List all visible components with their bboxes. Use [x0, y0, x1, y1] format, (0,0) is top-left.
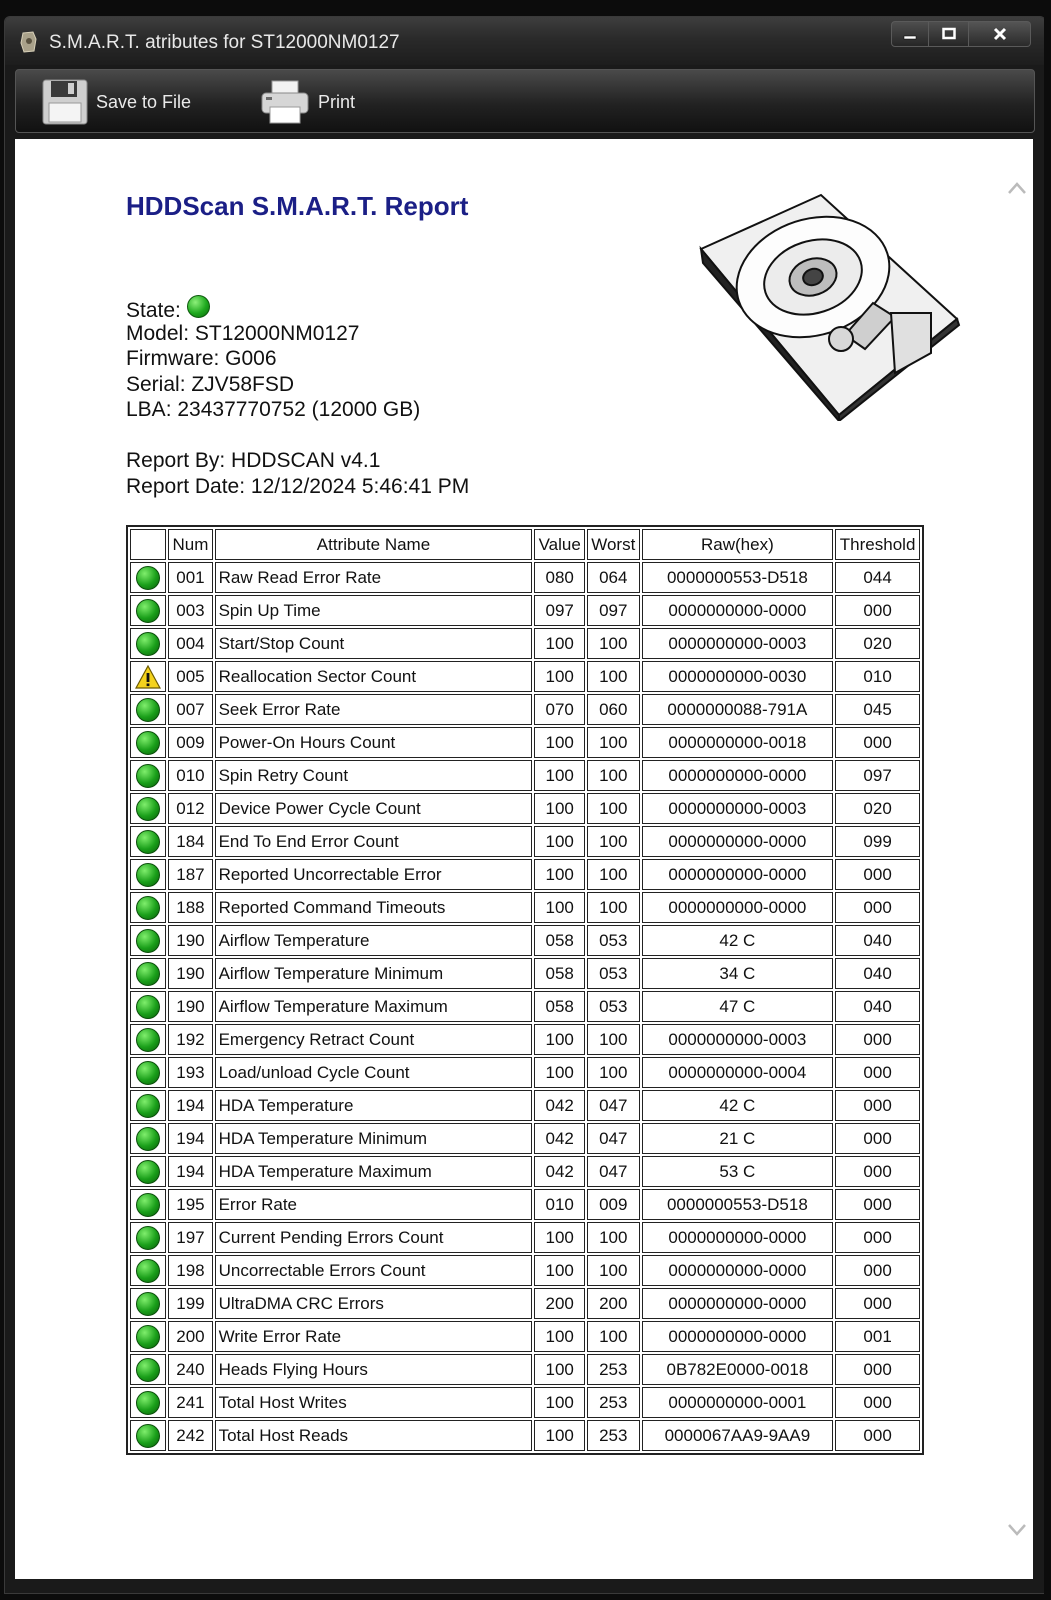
attr-name: Airflow Temperature Minimum: [215, 958, 533, 989]
smart-window: [4, 16, 1046, 1594]
smart-attributes-table: [126, 525, 924, 1455]
attr-name: Current Pending Errors Count: [215, 1222, 533, 1253]
save-to-file-label: Save to File: [96, 91, 192, 112]
attr-num: 007: [168, 694, 212, 725]
attr-status-cell: [130, 793, 166, 824]
attr-worst: 253: [587, 1387, 640, 1418]
attr-worst: 253: [587, 1420, 640, 1451]
attr-value: 080: [534, 562, 585, 593]
header-worst: Worst: [587, 529, 640, 560]
attr-value: 100: [534, 1354, 585, 1385]
attr-worst: 100: [587, 793, 640, 824]
attr-num: 194: [168, 1156, 212, 1187]
table-row: [130, 925, 920, 956]
table-row: [130, 1057, 920, 1088]
attr-num: 004: [168, 628, 212, 659]
attr-name: UltraDMA CRC Errors: [215, 1288, 533, 1319]
green-status-dot-icon: [136, 830, 160, 854]
attr-num: 188: [168, 892, 212, 923]
table-row: [130, 661, 920, 692]
attr-threshold: 000: [835, 859, 920, 890]
green-status-dot-icon: [136, 929, 160, 953]
green-status-dot-icon: [136, 698, 160, 722]
attr-status-cell: [130, 1354, 166, 1385]
attr-worst: 100: [587, 661, 640, 692]
green-status-dot-icon: [136, 1292, 160, 1316]
attr-name: HDA Temperature Minimum: [215, 1123, 533, 1154]
attr-num: 241: [168, 1387, 212, 1418]
model-text: Model: ST12000NM0127: [126, 321, 360, 345]
warning-triangle-icon: [135, 665, 161, 689]
attr-name: Total Host Writes: [215, 1387, 533, 1418]
attr-worst: 100: [587, 628, 640, 659]
attr-threshold: 010: [835, 661, 920, 692]
attr-raw: 0000000000-0003: [642, 628, 834, 659]
green-status-dot-icon: [136, 1127, 160, 1151]
green-status-dot-icon: [136, 995, 160, 1019]
attr-worst: 053: [587, 958, 640, 989]
table-row: [130, 1420, 920, 1451]
firmware-text: Firmware: G006: [126, 347, 277, 371]
attr-status-cell: [130, 991, 166, 1022]
attr-raw: 0B782E0000-0018: [642, 1354, 834, 1385]
state-ok-icon: [187, 295, 210, 318]
attr-raw: 53 C: [642, 1156, 834, 1187]
attr-value: 097: [534, 595, 585, 626]
hard-drive-illustration: [695, 193, 963, 421]
attr-num: 194: [168, 1090, 212, 1121]
print-label: Print: [318, 91, 356, 112]
attr-threshold: 000: [835, 1222, 920, 1253]
attr-worst: 097: [587, 595, 640, 626]
attr-value: 100: [534, 892, 585, 923]
table-row: [130, 1222, 920, 1253]
drive-info: [126, 295, 469, 499]
title-bar[interactable]: [5, 17, 1045, 65]
table-row: [130, 1354, 920, 1385]
header-attribute-name: Attribute Name: [215, 529, 533, 560]
attr-name: Uncorrectable Errors Count: [215, 1255, 533, 1286]
state-label: State:: [126, 299, 181, 322]
attr-num: 200: [168, 1321, 212, 1352]
maximize-icon: [941, 26, 957, 42]
attr-num: 242: [168, 1420, 212, 1451]
attr-status-cell: [130, 1057, 166, 1088]
attr-num: 194: [168, 1123, 212, 1154]
floppy-disk-icon: [42, 79, 88, 125]
table-row: [130, 1090, 920, 1121]
attr-worst: 064: [587, 562, 640, 593]
green-status-dot-icon: [136, 1028, 160, 1052]
attr-num: 195: [168, 1189, 212, 1220]
attr-worst: 100: [587, 1222, 640, 1253]
state-row: [126, 295, 469, 321]
lba-text: LBA: 23437770752 (12000 GB): [126, 398, 421, 422]
green-status-dot-icon: [136, 731, 160, 755]
attr-num: 199: [168, 1288, 212, 1319]
attr-worst: 100: [587, 727, 640, 758]
attr-threshold: 020: [835, 628, 920, 659]
attr-value: 100: [534, 1321, 585, 1352]
table-row: [130, 1123, 920, 1154]
attr-value: 042: [534, 1156, 585, 1187]
attr-name: HDA Temperature Maximum: [215, 1156, 533, 1187]
header-status: [130, 529, 166, 560]
attr-threshold: 000: [835, 1090, 920, 1121]
table-row: [130, 727, 920, 758]
attr-status-cell: [130, 1123, 166, 1154]
attr-threshold: 000: [835, 595, 920, 626]
attr-status-cell: [130, 1189, 166, 1220]
attr-worst: 009: [587, 1189, 640, 1220]
attr-worst: 047: [587, 1156, 640, 1187]
attr-value: 100: [534, 793, 585, 824]
attr-name: Total Host Reads: [215, 1420, 533, 1451]
attr-num: 009: [168, 727, 212, 758]
attr-name: Seek Error Rate: [215, 694, 533, 725]
attr-threshold: 099: [835, 826, 920, 857]
report-content[interactable]: [15, 139, 1033, 1579]
vertical-scrollbar[interactable]: [999, 139, 1033, 1579]
attr-status-cell: [130, 1420, 166, 1451]
attr-status-cell: [130, 1222, 166, 1253]
attr-num: 003: [168, 595, 212, 626]
green-status-dot-icon: [136, 1061, 160, 1085]
green-status-dot-icon: [136, 1094, 160, 1118]
table-row: [130, 991, 920, 1022]
attr-num: 192: [168, 1024, 212, 1055]
close-button[interactable]: [969, 21, 1031, 47]
table-row: [130, 760, 920, 791]
attr-num: 190: [168, 991, 212, 1022]
green-status-dot-icon: [136, 1358, 160, 1382]
attr-raw: 0000000000-0000: [642, 1321, 834, 1352]
attr-num: 187: [168, 859, 212, 890]
attr-status-cell: [130, 892, 166, 923]
attr-name: Heads Flying Hours: [215, 1354, 533, 1385]
attr-raw: 21 C: [642, 1123, 834, 1154]
attr-value: 100: [534, 1222, 585, 1253]
attr-raw: 0000000088-791A: [642, 694, 834, 725]
attr-worst: 100: [587, 826, 640, 857]
table-row: [130, 628, 920, 659]
attr-raw: 0000000000-0003: [642, 793, 834, 824]
green-status-dot-icon: [136, 1160, 160, 1184]
attr-value: 070: [534, 694, 585, 725]
table-row: [130, 595, 920, 626]
attr-worst: 100: [587, 1024, 640, 1055]
table-row: [130, 826, 920, 857]
attr-raw: 0000000000-0000: [642, 1288, 834, 1319]
attr-raw: 0000000000-0000: [642, 1255, 834, 1286]
attr-value: 100: [534, 1024, 585, 1055]
print-button[interactable]: [260, 78, 355, 126]
attr-raw: 42 C: [642, 1090, 834, 1121]
attr-threshold: 040: [835, 991, 920, 1022]
attr-threshold: 000: [835, 1057, 920, 1088]
scroll-up-arrow-icon[interactable]: [1007, 181, 1027, 195]
attr-name: Emergency Retract Count: [215, 1024, 533, 1055]
green-status-dot-icon: [136, 1391, 160, 1415]
green-status-dot-icon: [136, 1259, 160, 1283]
attr-num: 240: [168, 1354, 212, 1385]
attr-status-cell: [130, 661, 166, 692]
attr-worst: 100: [587, 1321, 640, 1352]
attr-status-cell: [130, 958, 166, 989]
table-row: [130, 1156, 920, 1187]
report-title: HDDScan S.M.A.R.T. Report: [126, 191, 469, 221]
attr-status-cell: [130, 760, 166, 791]
attr-status-cell: [130, 1090, 166, 1121]
attr-name: Raw Read Error Rate: [215, 562, 533, 593]
attr-status-cell: [130, 925, 166, 956]
attr-raw: 47 C: [642, 991, 834, 1022]
attr-num: 190: [168, 925, 212, 956]
attr-status-cell: [130, 694, 166, 725]
table-row: [130, 958, 920, 989]
attr-name: Reported Command Timeouts: [215, 892, 533, 923]
attr-threshold: 020: [835, 793, 920, 824]
attr-threshold: 000: [835, 727, 920, 758]
attr-worst: 100: [587, 1057, 640, 1088]
attr-worst: 047: [587, 1090, 640, 1121]
screen-edge: [1044, 0, 1051, 1600]
attr-threshold: 000: [835, 1156, 920, 1187]
attr-value: 042: [534, 1090, 585, 1121]
table-row: [130, 859, 920, 890]
attr-value: 058: [534, 991, 585, 1022]
attr-name: Airflow Temperature: [215, 925, 533, 956]
attr-worst: 100: [587, 1255, 640, 1286]
attr-raw: 0000000000-0000: [642, 1222, 834, 1253]
attr-threshold: 001: [835, 1321, 920, 1352]
green-status-dot-icon: [136, 632, 160, 656]
attr-status-cell: [130, 595, 166, 626]
attr-raw: 0000000553-D518: [642, 562, 834, 593]
attr-name: Airflow Temperature Maximum: [215, 991, 533, 1022]
attr-status-cell: [130, 1024, 166, 1055]
attr-threshold: 000: [835, 1189, 920, 1220]
green-status-dot-icon: [136, 1424, 160, 1448]
attr-status-cell: [130, 1156, 166, 1187]
attr-raw: 42 C: [642, 925, 834, 956]
hddscan-app-icon: [19, 31, 39, 53]
header-value: Value: [534, 529, 585, 560]
attr-value: 100: [534, 1387, 585, 1418]
report-date-text: Report Date: 12/12/2024 5:46:41 PM: [126, 474, 470, 498]
attr-value: 100: [534, 1057, 585, 1088]
attr-name: Load/unload Cycle Count: [215, 1057, 533, 1088]
attr-threshold: 000: [835, 1288, 920, 1319]
attr-name: Spin Up Time: [215, 595, 533, 626]
attr-status-cell: [130, 1288, 166, 1319]
scroll-down-arrow-icon[interactable]: [1007, 1523, 1027, 1537]
attr-worst: 253: [587, 1354, 640, 1385]
attr-num: 005: [168, 661, 212, 692]
attr-worst: 047: [587, 1123, 640, 1154]
attr-name: Spin Retry Count: [215, 760, 533, 791]
attr-value: 100: [534, 826, 585, 857]
attr-name: Write Error Rate: [215, 1321, 533, 1352]
attr-status-cell: [130, 1321, 166, 1352]
attr-raw: 0000000000-0004: [642, 1057, 834, 1088]
attr-value: 058: [534, 925, 585, 956]
attr-threshold: 000: [835, 1024, 920, 1055]
green-status-dot-icon: [136, 962, 160, 986]
table-row: [130, 1288, 920, 1319]
green-status-dot-icon: [136, 1325, 160, 1349]
attr-raw: 0000000000-0000: [642, 826, 834, 857]
attr-num: 012: [168, 793, 212, 824]
attr-value: 100: [534, 727, 585, 758]
table-header-row: [130, 529, 920, 560]
attr-status-cell: [130, 628, 166, 659]
attr-threshold: 000: [835, 1123, 920, 1154]
attr-value: 200: [534, 1288, 585, 1319]
green-status-dot-icon: [136, 599, 160, 623]
table-row: [130, 1189, 920, 1220]
attr-num: 193: [168, 1057, 212, 1088]
attr-raw: 34 C: [642, 958, 834, 989]
attr-name: Power-On Hours Count: [215, 727, 533, 758]
table-row: [130, 793, 920, 824]
attr-raw: 0000000000-0000: [642, 859, 834, 890]
attr-name: Device Power Cycle Count: [215, 793, 533, 824]
attr-worst: 200: [587, 1288, 640, 1319]
window-title: S.M.A.R.T. atributes for ST12000NM0127: [49, 32, 400, 53]
attr-threshold: 000: [835, 1354, 920, 1385]
attr-value: 100: [534, 628, 585, 659]
attr-raw: 0000000000-0001: [642, 1387, 834, 1418]
header-num: Num: [168, 529, 212, 560]
report-by-text: Report By: HDDSCAN v4.1: [126, 448, 381, 472]
attr-threshold: 000: [835, 1420, 920, 1451]
attr-threshold: 044: [835, 562, 920, 593]
attr-worst: 100: [587, 760, 640, 791]
table-row: [130, 1024, 920, 1055]
minimize-button[interactable]: [891, 21, 929, 47]
attr-worst: 060: [587, 694, 640, 725]
attr-threshold: 097: [835, 760, 920, 791]
table-body: [130, 562, 920, 1451]
attr-threshold: 040: [835, 925, 920, 956]
table-row: [130, 1255, 920, 1286]
printer-icon: [260, 79, 310, 125]
attr-raw: 0000000000-0003: [642, 1024, 834, 1055]
table-row: [130, 1321, 920, 1352]
attr-worst: 100: [587, 859, 640, 890]
green-status-dot-icon: [136, 1226, 160, 1250]
attr-value: 100: [534, 661, 585, 692]
attr-threshold: 045: [835, 694, 920, 725]
attr-threshold: 040: [835, 958, 920, 989]
attr-worst: 100: [587, 892, 640, 923]
green-status-dot-icon: [136, 896, 160, 920]
attr-raw: 0000000000-0018: [642, 727, 834, 758]
green-status-dot-icon: [136, 863, 160, 887]
green-status-dot-icon: [136, 797, 160, 821]
attr-threshold: 000: [835, 1387, 920, 1418]
attr-num: 001: [168, 562, 212, 593]
header-raw: Raw(hex): [642, 529, 834, 560]
green-status-dot-icon: [136, 566, 160, 590]
attr-name: Error Rate: [215, 1189, 533, 1220]
window-controls: [891, 21, 1031, 49]
attr-status-cell: [130, 562, 166, 593]
attr-status-cell: [130, 727, 166, 758]
attr-name: Start/Stop Count: [215, 628, 533, 659]
attr-raw: 0000067AA9-9AA9: [642, 1420, 834, 1451]
green-status-dot-icon: [136, 764, 160, 788]
attr-num: 197: [168, 1222, 212, 1253]
attr-status-cell: [130, 859, 166, 890]
attr-value: 100: [534, 859, 585, 890]
attr-num: 010: [168, 760, 212, 791]
attr-status-cell: [130, 1255, 166, 1286]
attr-name: HDA Temperature: [215, 1090, 533, 1121]
attr-status-cell: [130, 826, 166, 857]
header-threshold: Threshold: [835, 529, 920, 560]
attr-value: 100: [534, 1420, 585, 1451]
attr-raw: 0000000000-0000: [642, 892, 834, 923]
attr-name: End To End Error Count: [215, 826, 533, 857]
attr-threshold: 000: [835, 892, 920, 923]
attr-raw: 0000000000-0030: [642, 661, 834, 692]
table-row: [130, 694, 920, 725]
attr-value: 100: [534, 1255, 585, 1286]
attr-status-cell: [130, 1387, 166, 1418]
table-row: [130, 562, 920, 593]
save-to-file-button[interactable]: [42, 78, 191, 126]
attr-threshold: 000: [835, 1255, 920, 1286]
table-row: [130, 1387, 920, 1418]
serial-text: Serial: ZJV58FSD: [126, 372, 295, 396]
table-row: [130, 892, 920, 923]
attr-value: 058: [534, 958, 585, 989]
attr-raw: 0000000553-D518: [642, 1189, 834, 1220]
attr-value: 010: [534, 1189, 585, 1220]
maximize-button[interactable]: [929, 21, 969, 47]
attr-num: 190: [168, 958, 212, 989]
attr-name: Reported Uncorrectable Error: [215, 859, 533, 890]
attr-num: 198: [168, 1255, 212, 1286]
attr-value: 100: [534, 760, 585, 791]
toolbar: [15, 69, 1035, 133]
attr-name: Reallocation Sector Count: [215, 661, 533, 692]
attr-worst: 053: [587, 925, 640, 956]
attr-value: 042: [534, 1123, 585, 1154]
minimize-icon: [902, 26, 918, 42]
attr-raw: 0000000000-0000: [642, 760, 834, 791]
green-status-dot-icon: [136, 1193, 160, 1217]
attr-raw: 0000000000-0000: [642, 595, 834, 626]
attr-num: 184: [168, 826, 212, 857]
attr-worst: 053: [587, 991, 640, 1022]
close-icon: [991, 26, 1009, 42]
